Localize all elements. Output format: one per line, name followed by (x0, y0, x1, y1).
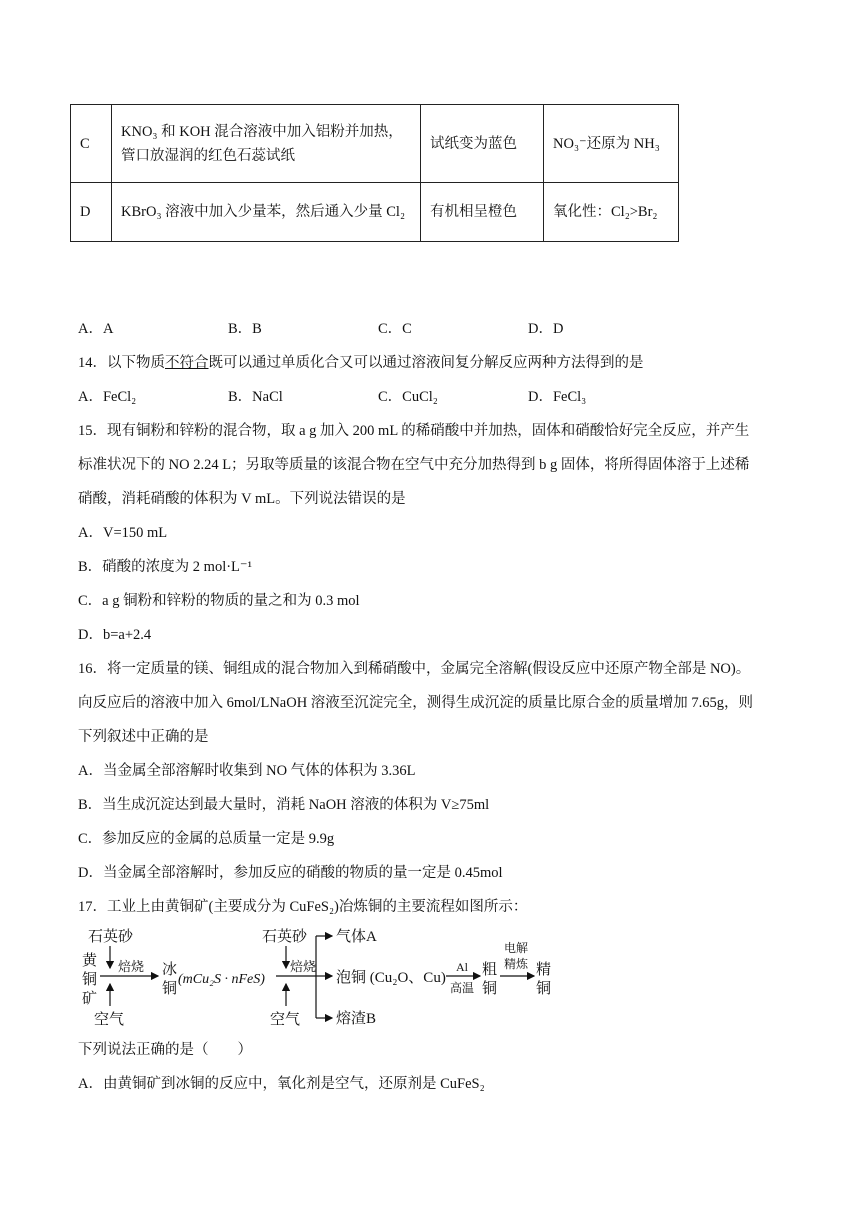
gas-a-label: 气体A (336, 929, 377, 945)
phenomenon-cell: 有机相呈橙色 (421, 183, 544, 242)
row-letter: D (71, 183, 112, 242)
q14-choice-c: C．CuCl₂ (378, 389, 438, 405)
crude-copper-char: 粗 (482, 962, 498, 978)
slag-b-label: 熔渣B (336, 1011, 377, 1027)
q16-stem-line: 16．将一定质量的镁、铜组成的混合物加入到稀硝酸中，金属完全溶解(假设反应中还原产物全部是 NO)。 (78, 661, 751, 677)
al-label: Al (456, 960, 468, 974)
q15-choice-d: D．b=a+2.4 (78, 627, 152, 643)
q17-prompt: 下列说法正确的是（ ） (78, 1042, 252, 1058)
q16-choice-c: C．参加反应的金属的总质量一定是 9.9g (78, 831, 335, 847)
air-label: 空气 (94, 1012, 125, 1028)
quartz-sand-label: 石英砂 (88, 929, 134, 945)
experiment-table (70, 104, 679, 242)
refine-label: 精炼 (504, 957, 529, 971)
conclusion-cell: 氧化性：Cl₂>Br₂ (544, 183, 679, 242)
q14-underlined: 不符合 (165, 355, 209, 371)
q13-choice-c: C．C (378, 321, 412, 337)
operation-line: 管口放湿润的红色石蕊试纸 (121, 147, 295, 164)
roast-label: 焙烧 (290, 959, 317, 974)
ice-copper-char: 铜 (162, 981, 178, 997)
ore-label-char: 铜 (82, 972, 98, 988)
q14-choice-a: A．FeCl₂ (78, 389, 137, 405)
conclusion-cell: NO₃⁻还原为 NH₃ (544, 105, 679, 183)
ice-copper-formula: (mCu₂S · nFeS) (178, 972, 265, 987)
q14-text: 既可以通过单质化合又可以通过溶液间复分解反应两种方法得到的是 (208, 355, 644, 371)
q14-choice-d: D．FeCl₃ (528, 389, 587, 405)
row-letter: C (71, 105, 112, 183)
operation-line: KNO₃ 和 KOH 混合溶液中加入铝粉并加热， (121, 123, 403, 140)
q15-choice-b: B．硝酸的浓度为 2 mol·L⁻¹ (78, 559, 252, 575)
q14-choice-b: B．NaCl (228, 389, 283, 405)
q15-stem-line: 硝酸，消耗硝酸的体积为 V mL。下列说法错误的是 (78, 491, 406, 507)
refined-copper-char: 铜 (536, 981, 552, 997)
q16-choice-b: B．当生成沉淀达到最大量时，消耗 NaOH 溶液的体积为 V≥75ml (78, 797, 490, 813)
q16-stem-line: 下列叙述中正确的是 (78, 729, 209, 745)
q15-stem-line: 15．现有铜粉和锌粉的混合物，取 a g 加入 200 mL 的稀硝酸中并加热，固体和硝酸恰好完全反应，并产生 (78, 423, 750, 439)
table-row (71, 105, 679, 183)
ice-copper-char: 冰 (162, 962, 178, 978)
q13-choice-d: D．D (528, 321, 564, 337)
air-label: 空气 (270, 1012, 301, 1028)
q14-number: 14．以下物质 (78, 355, 165, 371)
operation-cell: KBrO₃ 溶液中加入少量苯，然后通入少量 Cl₂ (112, 183, 421, 242)
operation-cell (112, 105, 421, 183)
q13-choice-b: B．B (228, 321, 262, 337)
q15-choice-c: C．a g 铜粉和锌粉的物质的量之和为 0.3 mol (78, 593, 360, 609)
quartz-sand-label: 石英砂 (262, 929, 308, 945)
q16-choice-a: A．当金属全部溶解时收集到 NO 气体的体积为 3.36L (78, 763, 416, 779)
q16-stem-line: 向反应后的溶液中加入 6mol/LNaOH 溶液至沉淀完全，测得生成沉淀的质量比原合金的质量增加 7.65g，则 (78, 695, 754, 711)
crude-copper-char: 铜 (482, 981, 498, 997)
q15-choice-a: A．V=150 mL (78, 525, 168, 541)
electro-label: 电解 (504, 941, 529, 955)
high-temp-label: 高温 (450, 981, 475, 995)
q17-stem-line: 17．工业上由黄铜矿(主要成分为 CuFeS₂)冶炼铜的主要流程如图所示： (78, 899, 528, 915)
refined-copper-char: 精 (536, 962, 552, 978)
q14-stem (78, 353, 644, 373)
q16-choice-d: D．当金属全部溶解时，参加反应的硝酸的物质的量一定是 0.45mol (78, 865, 503, 881)
phenomenon-cell: 试纸变为蓝色 (421, 105, 544, 183)
ore-label-char: 矿 (82, 991, 98, 1007)
q13-choice-a: A．A (78, 321, 114, 337)
q17-choice-a: A．由黄铜矿到冰铜的反应中，氧化剂是空气，还原剂是 CuFeS₂ (78, 1076, 485, 1092)
copper-smelting-flowchart (78, 924, 556, 1028)
roast-label: 焙烧 (118, 959, 145, 974)
table-row (71, 183, 679, 242)
blister-copper-label: 泡铜 (Cu₂O、Cu) (336, 970, 446, 986)
ore-label-char: 黄 (82, 953, 98, 969)
q15-stem-line: 标准状况下的 NO 2.24 L；另取等质量的该混合物在空气中充分加热得到 b g 固体，将所得固体溶于上述稀 (78, 457, 750, 473)
